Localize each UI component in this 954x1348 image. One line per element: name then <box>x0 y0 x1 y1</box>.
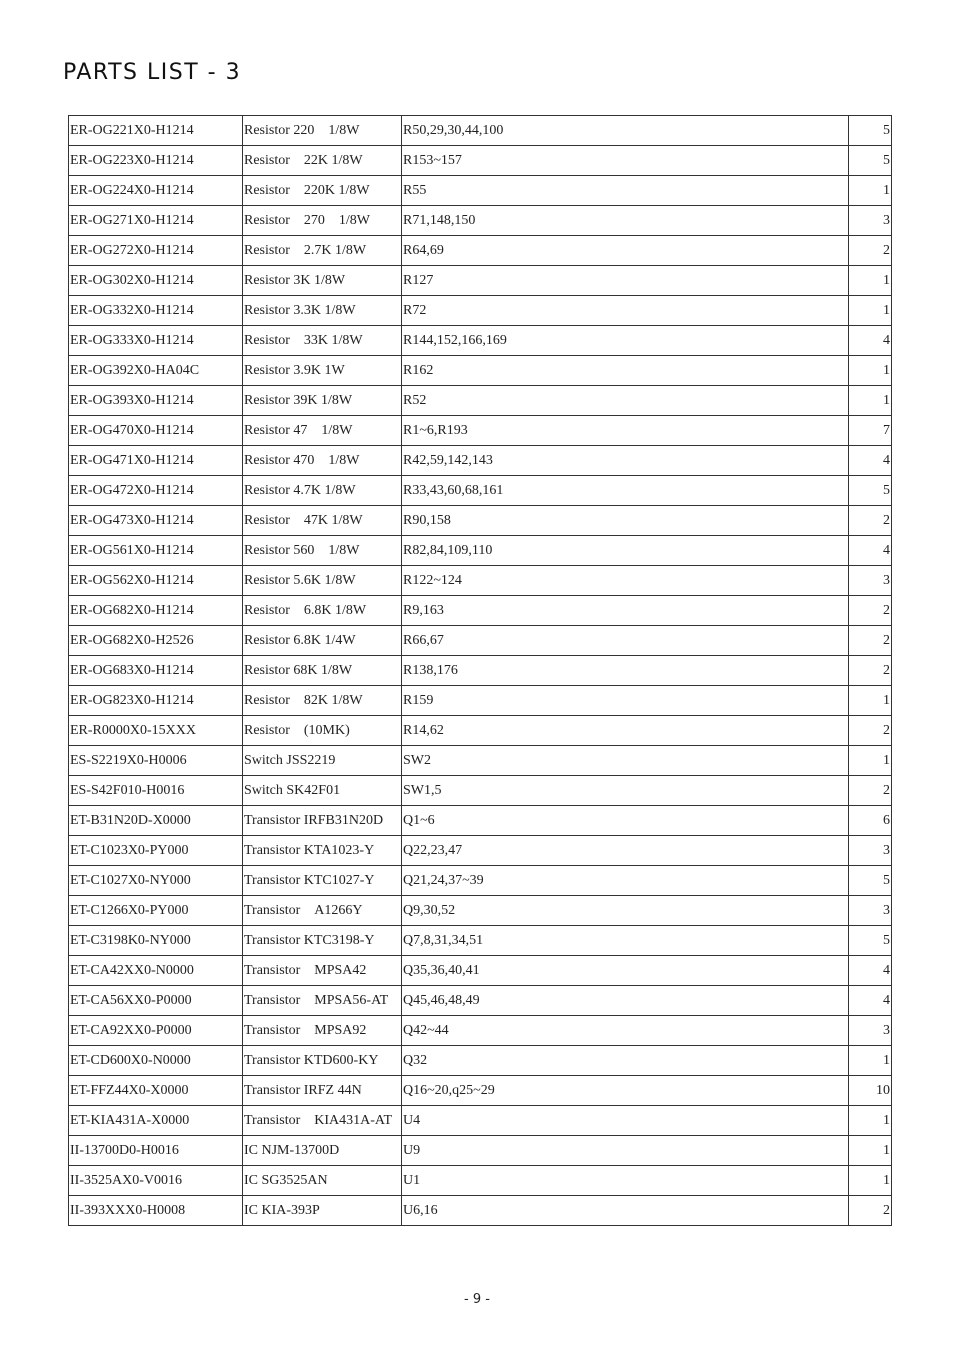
part-number-cell: ET-FFZ44X0-X0000 <box>69 1076 243 1106</box>
quantity-cell: 5 <box>849 146 892 176</box>
description-cell: IC SG3525AN <box>243 1166 402 1196</box>
description-cell: Resistor 47 1/8W <box>243 416 402 446</box>
part-number-cell: II-393XXX0-H0008 <box>69 1196 243 1226</box>
description-cell: Resistor 3.9K 1W <box>243 356 402 386</box>
table-row <box>69 956 892 986</box>
quantity-cell: 3 <box>849 896 892 926</box>
parts-table-body <box>69 116 892 1226</box>
quantity-cell: 2 <box>849 776 892 806</box>
reference-cell: R153~157 <box>402 146 849 176</box>
reference-cell: R1~6,R193 <box>402 416 849 446</box>
description-cell: Transistor KIA431A-AT <box>243 1106 402 1136</box>
table-row <box>69 656 892 686</box>
description-cell: Resistor 3K 1/8W <box>243 266 402 296</box>
table-row <box>69 1016 892 1046</box>
quantity-cell: 5 <box>849 866 892 896</box>
part-number-cell: ES-S2219X0-H0006 <box>69 746 243 776</box>
table-row <box>69 716 892 746</box>
reference-cell: Q16~20,q25~29 <box>402 1076 849 1106</box>
part-number-cell: ER-OG223X0-H1214 <box>69 146 243 176</box>
part-number-cell: ES-S42F010-H0016 <box>69 776 243 806</box>
table-row <box>69 146 892 176</box>
quantity-cell: 4 <box>849 956 892 986</box>
quantity-cell: 4 <box>849 986 892 1016</box>
part-number-cell: ER-OG823X0-H1214 <box>69 686 243 716</box>
table-row <box>69 1076 892 1106</box>
description-cell: Transistor IRFZ 44N <box>243 1076 402 1106</box>
table-row <box>69 596 892 626</box>
description-cell: IC NJM-13700D <box>243 1136 402 1166</box>
part-number-cell: ER-OG683X0-H1214 <box>69 656 243 686</box>
quantity-cell: 2 <box>849 656 892 686</box>
table-row <box>69 626 892 656</box>
description-cell: Transistor KTD600-KY <box>243 1046 402 1076</box>
quantity-cell: 1 <box>849 1046 892 1076</box>
part-number-cell: ET-CA92XX0-P0000 <box>69 1016 243 1046</box>
reference-cell: SW2 <box>402 746 849 776</box>
description-cell: Resistor 270 1/8W <box>243 206 402 236</box>
quantity-cell: 1 <box>849 746 892 776</box>
reference-cell: U4 <box>402 1106 849 1136</box>
part-number-cell: ER-OG562X0-H1214 <box>69 566 243 596</box>
part-number-cell: ET-C3198K0-NY000 <box>69 926 243 956</box>
reference-cell: U9 <box>402 1136 849 1166</box>
part-number-cell: ET-C1027X0-NY000 <box>69 866 243 896</box>
description-cell: Transistor A1266Y <box>243 896 402 926</box>
table-row <box>69 896 892 926</box>
description-cell: Resistor 220K 1/8W <box>243 176 402 206</box>
description-cell: Resistor 33K 1/8W <box>243 326 402 356</box>
reference-cell: Q7,8,31,34,51 <box>402 926 849 956</box>
table-row <box>69 866 892 896</box>
quantity-cell: 1 <box>849 296 892 326</box>
description-cell: Transistor MPSA92 <box>243 1016 402 1046</box>
part-number-cell: ER-OG392X0-HA04C <box>69 356 243 386</box>
quantity-cell: 2 <box>849 716 892 746</box>
table-row <box>69 1136 892 1166</box>
table-row <box>69 446 892 476</box>
table-row <box>69 1046 892 1076</box>
description-cell: Transistor KTA1023-Y <box>243 836 402 866</box>
reference-cell: R144,152,166,169 <box>402 326 849 356</box>
table-row <box>69 746 892 776</box>
description-cell: Resistor 22K 1/8W <box>243 146 402 176</box>
reference-cell: Q35,36,40,41 <box>402 956 849 986</box>
table-row <box>69 206 892 236</box>
description-cell: Switch JSS2219 <box>243 746 402 776</box>
description-cell: Resistor 82K 1/8W <box>243 686 402 716</box>
table-row <box>69 386 892 416</box>
reference-cell: Q1~6 <box>402 806 849 836</box>
description-cell: Resistor 470 1/8W <box>243 446 402 476</box>
quantity-cell: 5 <box>849 116 892 146</box>
table-row <box>69 116 892 146</box>
reference-cell: U6,16 <box>402 1196 849 1226</box>
reference-cell: R138,176 <box>402 656 849 686</box>
description-cell: Resistor 6.8K 1/4W <box>243 626 402 656</box>
quantity-cell: 2 <box>849 626 892 656</box>
reference-cell: R33,43,60,68,161 <box>402 476 849 506</box>
quantity-cell: 1 <box>849 386 892 416</box>
description-cell: Switch SK42F01 <box>243 776 402 806</box>
quantity-cell: 1 <box>849 686 892 716</box>
quantity-cell: 1 <box>849 176 892 206</box>
description-cell: Resistor 39K 1/8W <box>243 386 402 416</box>
reference-cell: R162 <box>402 356 849 386</box>
quantity-cell: 1 <box>849 1136 892 1166</box>
reference-cell: R127 <box>402 266 849 296</box>
reference-cell: Q32 <box>402 1046 849 1076</box>
reference-cell: Q42~44 <box>402 1016 849 1046</box>
part-number-cell: ET-B31N20D-X0000 <box>69 806 243 836</box>
part-number-cell: ER-OG224X0-H1214 <box>69 176 243 206</box>
quantity-cell: 3 <box>849 1016 892 1046</box>
description-cell: Resistor 220 1/8W <box>243 116 402 146</box>
table-row <box>69 236 892 266</box>
part-number-cell: ET-C1023X0-PY000 <box>69 836 243 866</box>
table-row <box>69 356 892 386</box>
part-number-cell: ER-OG302X0-H1214 <box>69 266 243 296</box>
quantity-cell: 6 <box>849 806 892 836</box>
reference-cell: R82,84,109,110 <box>402 536 849 566</box>
quantity-cell: 7 <box>849 416 892 446</box>
description-cell: Resistor 6.8K 1/8W <box>243 596 402 626</box>
part-number-cell: ER-OG332X0-H1214 <box>69 296 243 326</box>
reference-cell: R122~124 <box>402 566 849 596</box>
table-row <box>69 536 892 566</box>
part-number-cell: ER-OG471X0-H1214 <box>69 446 243 476</box>
reference-cell: R42,59,142,143 <box>402 446 849 476</box>
table-row <box>69 986 892 1016</box>
description-cell: Resistor 5.6K 1/8W <box>243 566 402 596</box>
page-number: - 9 - <box>464 1292 490 1307</box>
reference-cell: R55 <box>402 176 849 206</box>
reference-cell: R14,62 <box>402 716 849 746</box>
table-row <box>69 1196 892 1226</box>
part-number-cell: ET-CD600X0-N0000 <box>69 1046 243 1076</box>
quantity-cell: 1 <box>849 356 892 386</box>
quantity-cell: 5 <box>849 926 892 956</box>
part-number-cell: ER-OG271X0-H1214 <box>69 206 243 236</box>
reference-cell: R90,158 <box>402 506 849 536</box>
quantity-cell: 2 <box>849 236 892 266</box>
description-cell: Resistor 3.3K 1/8W <box>243 296 402 326</box>
table-row <box>69 476 892 506</box>
quantity-cell: 2 <box>849 596 892 626</box>
description-cell: Transistor KTC1027-Y <box>243 866 402 896</box>
part-number-cell: ER-OG393X0-H1214 <box>69 386 243 416</box>
reference-cell: Q45,46,48,49 <box>402 986 849 1016</box>
part-number-cell: ET-CA56XX0-P0000 <box>69 986 243 1016</box>
part-number-cell: ET-C1266X0-PY000 <box>69 896 243 926</box>
description-cell: Transistor IRFB31N20D <box>243 806 402 836</box>
quantity-cell: 3 <box>849 206 892 236</box>
table-row <box>69 1106 892 1136</box>
table-row <box>69 176 892 206</box>
quantity-cell: 10 <box>849 1076 892 1106</box>
quantity-cell: 1 <box>849 1166 892 1196</box>
quantity-cell: 4 <box>849 536 892 566</box>
table-row <box>69 326 892 356</box>
part-number-cell: II-3525AX0-V0016 <box>69 1166 243 1196</box>
reference-cell: R71,148,150 <box>402 206 849 236</box>
part-number-cell: ET-KIA431A-X0000 <box>69 1106 243 1136</box>
part-number-cell: ER-OG473X0-H1214 <box>69 506 243 536</box>
part-number-cell: ER-OG272X0-H1214 <box>69 236 243 266</box>
part-number-cell: ER-OG472X0-H1214 <box>69 476 243 506</box>
table-row <box>69 776 892 806</box>
reference-cell: R72 <box>402 296 849 326</box>
table-row <box>69 926 892 956</box>
description-cell: Resistor 4.7K 1/8W <box>243 476 402 506</box>
quantity-cell: 1 <box>849 266 892 296</box>
description-cell: Resistor (10MK) <box>243 716 402 746</box>
description-cell: Transistor MPSA56-AT <box>243 986 402 1016</box>
part-number-cell: ER-OG470X0-H1214 <box>69 416 243 446</box>
description-cell: Resistor 2.7K 1/8W <box>243 236 402 266</box>
part-number-cell: ER-R0000X0-15XXX <box>69 716 243 746</box>
description-cell: IC KIA-393P <box>243 1196 402 1226</box>
quantity-cell: 2 <box>849 506 892 536</box>
part-number-cell: ER-OG221X0-H1214 <box>69 116 243 146</box>
table-row <box>69 296 892 326</box>
quantity-cell: 1 <box>849 1106 892 1136</box>
table-row <box>69 1166 892 1196</box>
quantity-cell: 5 <box>849 476 892 506</box>
description-cell: Resistor 68K 1/8W <box>243 656 402 686</box>
quantity-cell: 4 <box>849 446 892 476</box>
parts-table <box>68 115 892 1226</box>
quantity-cell: 3 <box>849 566 892 596</box>
reference-cell: U1 <box>402 1166 849 1196</box>
table-row <box>69 566 892 596</box>
reference-cell: R66,67 <box>402 626 849 656</box>
description-cell: Transistor KTC3198-Y <box>243 926 402 956</box>
table-row <box>69 806 892 836</box>
table-row <box>69 836 892 866</box>
page-title: PARTS LIST - 3 <box>63 60 242 85</box>
quantity-cell: 3 <box>849 836 892 866</box>
table-row <box>69 416 892 446</box>
reference-cell: R159 <box>402 686 849 716</box>
part-number-cell: ER-OG333X0-H1214 <box>69 326 243 356</box>
reference-cell: Q22,23,47 <box>402 836 849 866</box>
reference-cell: R64,69 <box>402 236 849 266</box>
part-number-cell: ET-CA42XX0-N0000 <box>69 956 243 986</box>
description-cell: Transistor MPSA42 <box>243 956 402 986</box>
reference-cell: Q21,24,37~39 <box>402 866 849 896</box>
quantity-cell: 4 <box>849 326 892 356</box>
table-row <box>69 266 892 296</box>
part-number-cell: ER-OG682X0-H2526 <box>69 626 243 656</box>
quantity-cell: 2 <box>849 1196 892 1226</box>
table-row <box>69 506 892 536</box>
description-cell: Resistor 560 1/8W <box>243 536 402 566</box>
reference-cell: Q9,30,52 <box>402 896 849 926</box>
reference-cell: R9,163 <box>402 596 849 626</box>
reference-cell: R52 <box>402 386 849 416</box>
table-row <box>69 686 892 716</box>
description-cell: Resistor 47K 1/8W <box>243 506 402 536</box>
part-number-cell: ER-OG561X0-H1214 <box>69 536 243 566</box>
part-number-cell: ER-OG682X0-H1214 <box>69 596 243 626</box>
reference-cell: SW1,5 <box>402 776 849 806</box>
part-number-cell: II-13700D0-H0016 <box>69 1136 243 1166</box>
reference-cell: R50,29,30,44,100 <box>402 116 849 146</box>
